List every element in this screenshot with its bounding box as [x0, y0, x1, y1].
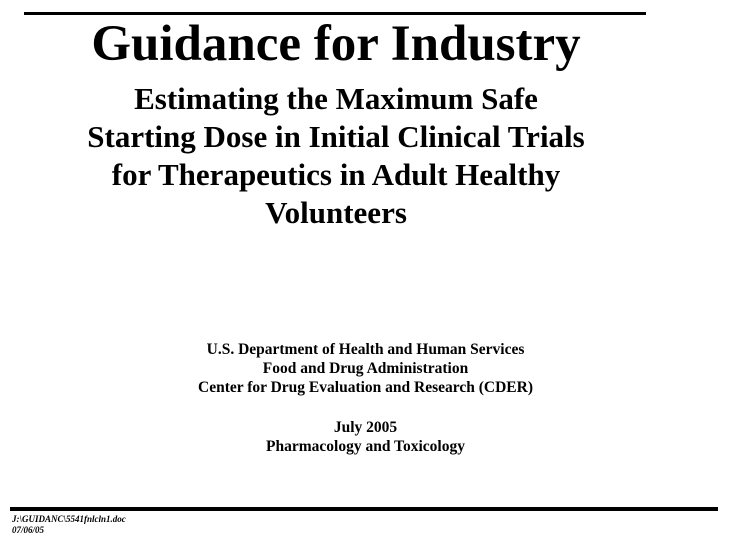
document-topic: Pharmacology and Toxicology: [266, 438, 465, 455]
subtitle-line: Estimating the Maximum Safe: [134, 81, 538, 116]
bottom-rule: [10, 507, 718, 511]
center-name: Center for Drug Evaluation and Research (CDER): [198, 379, 533, 396]
administration-name: Food and Drug Administration: [262, 360, 469, 377]
publication-info: [0, 418, 731, 456]
document-title: Guidance for Industry: [91, 16, 581, 72]
subtitle-line: Volunteers: [265, 195, 407, 230]
issuing-agency: [0, 340, 731, 397]
department-name: U.S. Department of Health and Human Services: [206, 341, 525, 358]
subtitle-line: for Therapeutics in Adult Healthy: [111, 157, 561, 192]
publication-date: July 2005: [333, 419, 398, 436]
document-footer: [12, 514, 126, 536]
subtitle-line: Starting Dose in Initial Clinical Trials: [87, 119, 585, 154]
footer-file-path: J:\GUIDANC\5541fnlcln1.doc: [12, 514, 126, 524]
document-subtitle: [0, 80, 672, 232]
footer-file-date: 07/06/05: [12, 525, 45, 535]
